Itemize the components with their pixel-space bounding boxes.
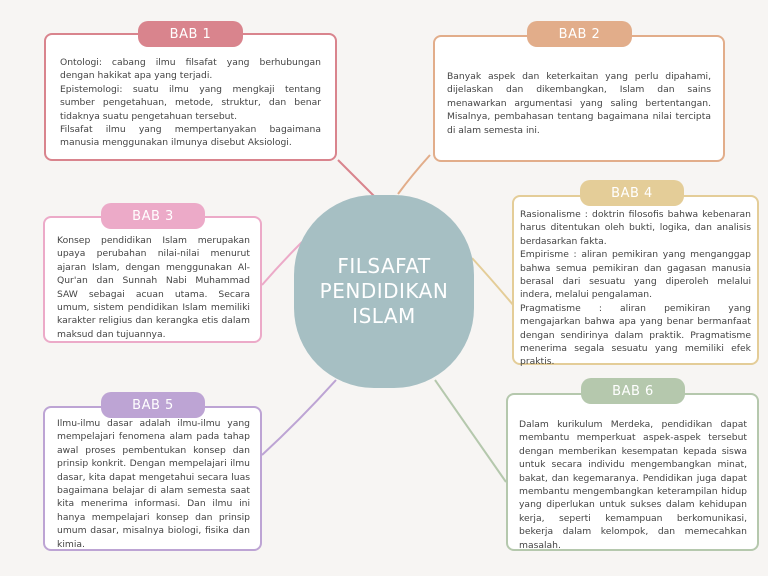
connector-bab-1	[338, 160, 374, 196]
node-bab-5-box	[43, 406, 262, 551]
node-bab-5-label: BAB 5	[101, 392, 205, 418]
node-bab-6-text: Dalam kurikulum Merdeka, pendidikan dapat membantu memperkuat aspek-aspek tersebut dengan memberikan kesempatan kepada siswa untuk secara individu mengembangkan minat, bakat, dan kegemaranya. Pendidikan juga dapat membantu mengembangkan keterampilan hidup yang diperlukan untuk sukses dalam kehidupan kerja, seperti kemampuan berkomunikasi, bekerja dalam kelompok, dan memecahkan masalah.	[519, 419, 747, 551]
node-bab-2-text: Banyak aspek dan keterkaitan yang perlu dipahami, dijelaskan dan dikembangkan, Islam dan sains menawarkan argumentasi yang saling bertentangan. Misalnya, pembahasan tentang bagaimana nilai tercipta di alam semesta ini.	[447, 71, 711, 136]
node-bab-2-box	[433, 35, 725, 162]
connector-bab-4	[472, 258, 514, 306]
connector-bab-2	[398, 155, 430, 194]
node-bab-4-box	[512, 195, 759, 368]
node-bab-4-label: BAB 4	[580, 180, 684, 206]
node-bab-1-label: BAB 1	[138, 21, 243, 47]
node-bab-3-box	[43, 216, 262, 343]
node-bab-1-box	[44, 33, 337, 161]
central-topic	[294, 195, 474, 388]
node-bab-6-box	[506, 393, 759, 551]
node-bab-1-text: Ontologi: cabang ilmu filsafat yang berhubungan dengan hakikat apa yang terjadi. Epistemologi: suatu ilmu yang mengkaji tentang sumber pengetahuan, metode, struktur, dan benar tidaknya suatu pengetahuan tersebut. Filsafat ilmu yang mempertanyakan bagaimana manusia menggunakan ilmunya disebut Aksiologi.	[60, 57, 321, 149]
connector-bab-5	[262, 380, 336, 455]
node-bab-2-label: BAB 2	[527, 21, 632, 47]
node-bab-6-label: BAB 6	[581, 378, 685, 404]
node-bab-4-text: Rasionalisme : doktrin filosofis bahwa kebenaran harus ditentukan oleh bukti, logika, dan analisis berdasarkan fakta. Empirisme : aliran pemikiran yang menganggap bahwa semua pemikiran dan gagasan manusia berasal dari sesuatu yang diperoleh melalui indera, melalui pengalaman. Pragmatisme : aliran pemikiran yang mengajarkan bahwa apa yang benar bermanfaat dengan sendirinya dalam praktik. Pragmatisme menerima segala sesuatu yang memiliki efek praktis.	[520, 209, 751, 368]
node-bab-5-text: Ilmu-ilmu dasar adalah ilmu-ilmu yang mempelajari fenomena alam pada tahap awal proses pembentukan konsep dan prinsip konkrit. Dengan mempelajari ilmu dasar, kita dapat mengetahui secara luas bagaimana belajar di alam semesta saat kita menerima informasi. Dan ilmu ini hanya mempelajari konsep dan prinsip umum dasar, misalnya biologi, fisika dan kimia.	[57, 418, 250, 550]
central-topic-title: FILSAFAT PENDIDIKAN ISLAM	[319, 254, 449, 328]
connector-bab-6	[435, 380, 506, 482]
node-bab-3-text: Konsep pendidikan Islam merupakan upaya perubahan nilai-nilai menurut ajaran Islam, dengan menggunakan Al-Qur'an dan Sunnah Nabi Muhammad SAW sebagai acuan utama. Secara umum, sistem pendidikan Islam memiliki karakter religius dan kerangka etis dalam maksud dan tujuannya.	[57, 235, 250, 340]
node-bab-3-label: BAB 3	[101, 203, 205, 229]
